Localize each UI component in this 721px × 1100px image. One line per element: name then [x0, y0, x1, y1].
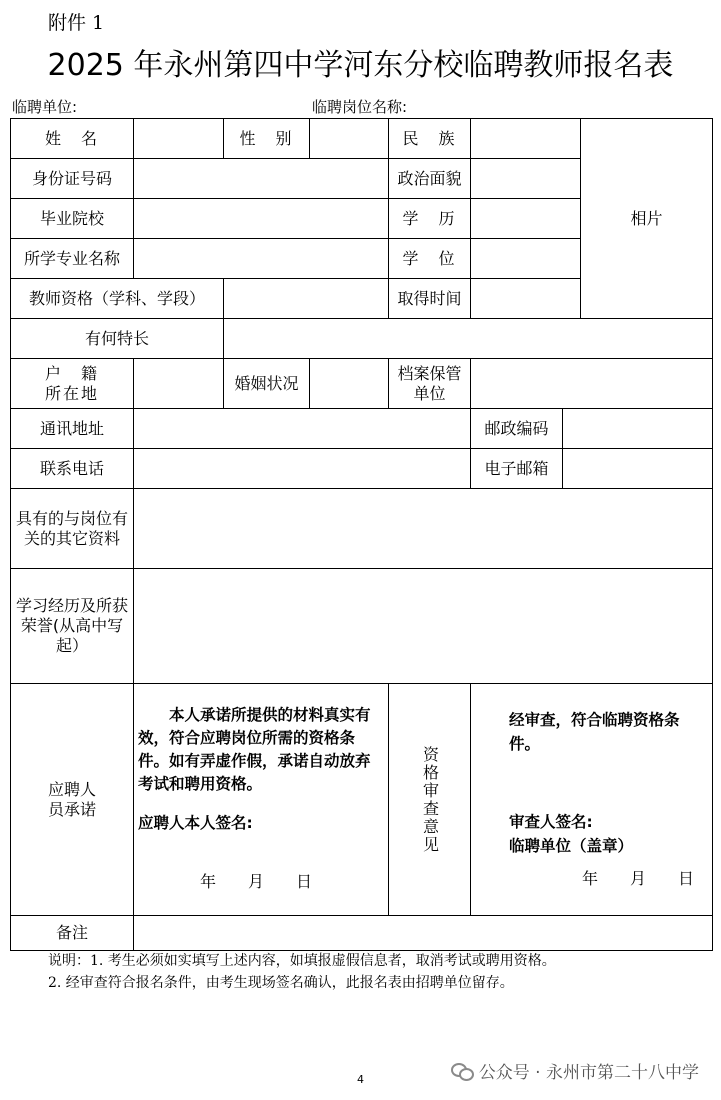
school-label: 毕业院校: [11, 199, 134, 239]
annex-label: 附件 1: [48, 12, 105, 34]
remarks-field[interactable]: [134, 916, 713, 951]
review-label-cell: [389, 684, 471, 916]
archive-field[interactable]: [471, 359, 713, 409]
review-unit-label: 临聘单位（盖章）: [509, 837, 634, 855]
pledge-date: 年 月 日: [200, 872, 313, 891]
email-field[interactable]: [563, 449, 713, 489]
pledge-text: 本人承诺所提供的材料真实有效，符合应聘岗位所需的资格条件。如有弄虚作假，承诺自动放弃考试和聘用资格。: [138, 706, 371, 793]
education-label: 学 历: [389, 199, 471, 239]
watermark: [451, 1058, 699, 1083]
gender-field[interactable]: [310, 119, 389, 159]
pledge-label: 应聘人 员承诺: [11, 684, 134, 916]
note-2: 2. 经审查符合报名条件，由考生现场签名确认，此报名表由招聘单位留存。: [48, 975, 514, 991]
page-number: 4: [357, 1073, 364, 1086]
pledge-cell: [134, 684, 389, 916]
name-label: 姓 名: [11, 119, 134, 159]
ethnicity-label: 民 族: [389, 119, 471, 159]
political-field[interactable]: [471, 159, 581, 199]
email-label: 电子邮箱: [471, 449, 563, 489]
review-cell: [471, 684, 713, 916]
other-materials-label: 具有的与岗位有关的其它资料: [11, 489, 134, 569]
experience-field[interactable]: [134, 569, 713, 684]
photo-box[interactable]: 相片: [581, 119, 713, 319]
address-label: 通讯地址: [11, 409, 134, 449]
postcode-label: 邮政编码: [471, 409, 563, 449]
review-text: 经审查，符合临聘资格条件。: [509, 711, 680, 753]
id-number-label: 身份证号码: [11, 159, 134, 199]
household-field[interactable]: [134, 359, 224, 409]
remarks-label: 备注: [11, 916, 134, 951]
archive-label: 档案保管 单位: [389, 359, 471, 409]
major-label: 所学专业名称: [11, 239, 134, 279]
unit-label: 临聘单位:: [12, 98, 78, 116]
notes: [48, 950, 556, 994]
experience-label: 学习经历及所获荣誉(从高中写起）: [11, 569, 134, 684]
phone-label: 联系电话: [11, 449, 134, 489]
registration-table: [10, 118, 713, 951]
wechat-icon: [451, 1062, 473, 1080]
qualification-label: 教师资格（学科、学段）: [11, 279, 224, 319]
household-label: 户 籍 所在地: [11, 359, 134, 409]
postcode-field[interactable]: [563, 409, 713, 449]
political-label: 政治面貌: [389, 159, 471, 199]
phone-field[interactable]: [134, 449, 471, 489]
school-field[interactable]: [134, 199, 389, 239]
degree-label: 学 位: [389, 239, 471, 279]
id-number-field[interactable]: [134, 159, 389, 199]
applicant-sign-label: 应聘人本人签名:: [138, 814, 253, 832]
obtained-time-field[interactable]: [471, 279, 581, 319]
address-field[interactable]: [134, 409, 471, 449]
degree-field[interactable]: [471, 239, 581, 279]
name-field[interactable]: [134, 119, 224, 159]
specialty-field[interactable]: [224, 319, 713, 359]
specialty-label: 有何特长: [11, 319, 224, 359]
major-field[interactable]: [134, 239, 389, 279]
note-1: 说明：1. 考生必须如实填写上述内容，如填报虚假信息者，取消考试或聘用资格。: [48, 953, 556, 969]
review-date: 年 月 日: [581, 869, 694, 888]
watermark-text: 公众号 · 永州市第二十八中学: [478, 1063, 699, 1083]
review-label: 资格审查意见: [420, 745, 440, 854]
marital-field[interactable]: [310, 359, 389, 409]
other-materials-field[interactable]: [134, 489, 713, 569]
obtained-time-label: 取得时间: [389, 279, 471, 319]
ethnicity-field[interactable]: [471, 119, 581, 159]
form-title: 2025 年永州第四中学河东分校临聘教师报名表: [47, 48, 674, 83]
qualification-field[interactable]: [224, 279, 389, 319]
reviewer-sign-label: 审查人签名:: [509, 813, 593, 831]
education-field[interactable]: [471, 199, 581, 239]
position-label: 临聘岗位名称:: [312, 98, 408, 116]
gender-label: 性 别: [224, 119, 310, 159]
marital-label: 婚姻状况: [224, 359, 310, 409]
